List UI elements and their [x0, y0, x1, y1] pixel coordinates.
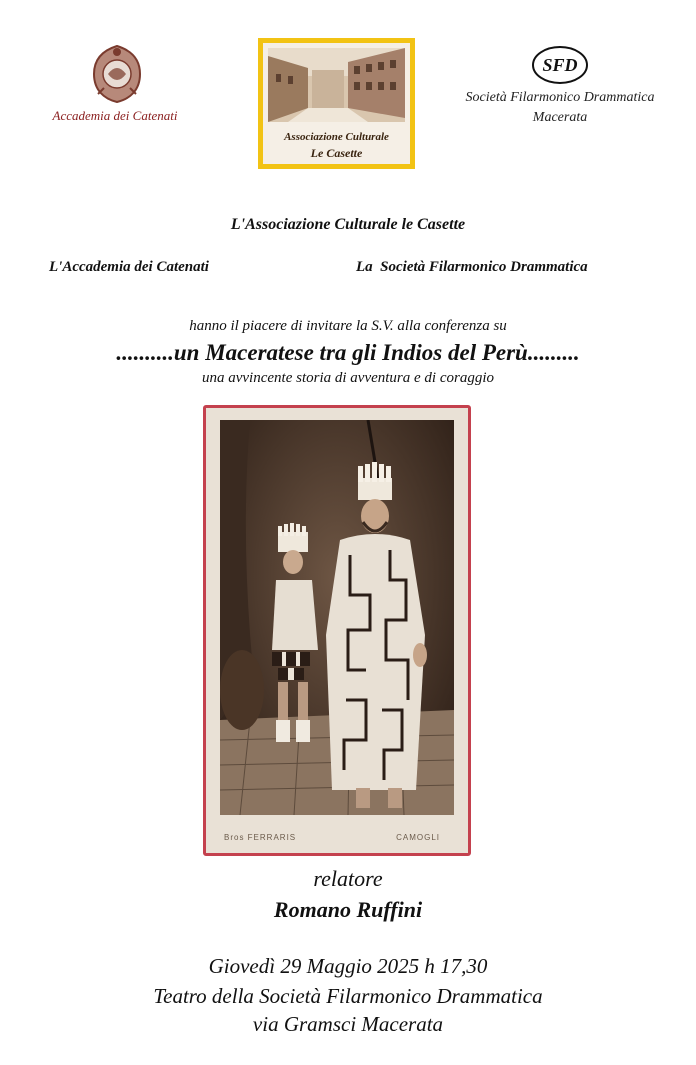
logo-center-caption-1: Associazione Culturale — [284, 131, 389, 143]
conference-subtitle: una avvincente storia di avventura e di coraggio — [201, 370, 495, 386]
logo-sfd — [460, 40, 660, 140]
organizer-academy: L'Accademia dei Catenati — [49, 259, 209, 275]
invitation-intro: hanno il piacere di invitare la S.V. alla conferenza su — [189, 318, 507, 334]
event-venue: Teatro della Società Filarmonico Drammatica — [153, 984, 543, 1008]
street-photo-icon — [268, 48, 405, 122]
logo-right-caption-2: Macerata — [532, 110, 588, 125]
organizer-association: L'Associazione Culturale le Casette — [230, 216, 466, 233]
historic-photo-card — [203, 405, 471, 856]
portrait-illustration-icon — [220, 420, 454, 815]
event-address: via Gramsci Macerata — [252, 1012, 444, 1036]
sfd-monogram-icon — [530, 44, 590, 86]
speaker-label: relatore — [313, 866, 383, 891]
sfd-monogram-text: SFD — [542, 55, 578, 75]
event-date-time: Giovedì 29 Maggio 2025 h 17,30 — [208, 954, 488, 978]
logo-left-caption: Accademia dei Catenati — [52, 108, 178, 123]
logo-le-casette — [258, 38, 415, 169]
historic-photo — [220, 420, 454, 815]
logo-right-caption-1: Società Filarmonico Drammatica — [465, 90, 655, 105]
crest-icon — [90, 44, 144, 104]
speaker-name: Romano Ruffini — [273, 897, 423, 922]
organizer-society: La Società Filarmonico Drammatica — [356, 259, 588, 275]
conference-title: ..........un Maceratese tra gli Indios del Perù......... — [116, 340, 580, 365]
photo-studio-mark: Bros FERRARIS — [224, 833, 297, 842]
photo-city-mark: CAMOGLI — [396, 833, 440, 842]
logo-center-caption-2: Le Casette — [310, 146, 363, 160]
logo-accademia-catenati — [30, 40, 200, 130]
